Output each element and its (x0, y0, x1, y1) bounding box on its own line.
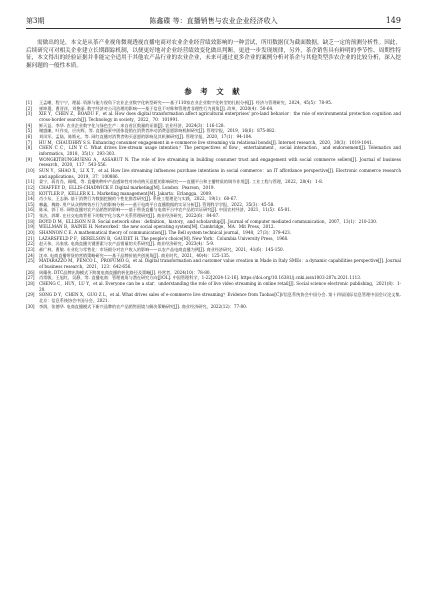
reference-text: 赵天伟，冯家欣. 电商直播关键要素与农产品销量的关系研究[J]. 商业经济研究，2023(4)：5-9. (39, 241, 215, 247)
reference-text: HU M，CHAUDHRY S S. Enhancing consumer engagement in e-commerce live streaming via relational bonds[J]. Internet research，2020，30(3)：1019-1041. (39, 139, 374, 145)
reference-number: [6] (26, 133, 32, 139)
header-divider (26, 28, 401, 29)
reference-number: [20] (26, 230, 35, 236)
reference-number: [9] (26, 156, 32, 162)
reference-item (26, 304, 401, 310)
reference-text: 崔坤璟，曹晋祥，刘艳丽. 数字经济对公司治理的影响——基于信息不对称和管理者非理性行为视角[J]. 改革，2020(4)：50-64. (39, 105, 274, 111)
reference-number: [29] (26, 292, 35, 298)
reference-text: WONGKITRUNGRUENG A，ASSARUT N. The role of live streaming in building consumer trust and engagement with social commerce sellers[J]. Journal of business research，2020，117：543-556. (39, 156, 401, 168)
reference-text: WELLMAN B，RAINIE H. Networked：the new social operating system[M]. Cambridge，MA：Mit Press，2012. (39, 224, 275, 230)
reference-number: [1] (26, 100, 32, 105)
conclusion-section (26, 40, 401, 71)
reference-text: 棘鑫，梅路. 用户从众购物效应行为的影响分析——基于电商平台直播数据的实证分析[J]. 管理科学学报，2022，35(3)：45-58. (39, 201, 275, 207)
reference-number: [28] (26, 281, 35, 286)
reference-number: [16] (26, 207, 35, 213)
references-heading: 参 考 文 献 (184, 87, 243, 96)
reference-item (26, 292, 401, 303)
reference-number: [13] (26, 190, 35, 196)
reference-text: 姜宁，蒋肖肖，顾晴，等. 直播购物中产品感知性对冲动购买意愿的影响研究——直播平台和主播特质的调节作用[J]. 工业工程与管理，2022，28(4)：1-8. (39, 179, 324, 185)
reference-number: [12] (26, 184, 35, 190)
reference-item (26, 111, 401, 122)
reference-text: 李润，张德华. 电商直播模式下新兴品牌的农产品销售困境与解决策略研究[J]. 商业经济研究，2022(12)：77-80. (39, 303, 248, 309)
reference-number: [7] (26, 139, 32, 145)
reference-text: SUN Y，SHAO X，LI X T，et al. How live streaming influences purchase intentions in social commerce：an IT affordance perspective[J]. Electronic commerce research and applications，2019，37：100886. (39, 167, 401, 179)
reference-text: 谢盛廉，叶作亮，应庆辉，等. 直播场景中团体促销在消费者冲动消费意愿影响机制研究[J]. 管理学报，2019，16(6)：875-882. (39, 128, 276, 134)
reference-number: [26] (26, 269, 35, 275)
reference-number: [4] (26, 122, 32, 128)
reference-number: [19] (26, 224, 35, 230)
reference-number: [17] (26, 213, 35, 219)
reference-text: MATARAZZO M，PENCO L，PROFUMO G，et al. Digital transformation and customer value creation in Made in Italy SMEs：a dynamic capabilities perspective[J]. Journal of business research，2021，123：642-656. (39, 258, 401, 270)
reference-number: [5] (26, 128, 32, 134)
reference-text: 张洁，郭斯. 在社交电商背景下的数字化与客户关系管理研究[J]. 商业经济研究，2022(6)：84-87. (39, 213, 220, 219)
reference-text: XIE Y，CHEN Z，BOADU F，et al. How does digital transformation affect agricultural enterprises' pro-land behavior：the role of environmental protection cognition and cross-border search[J]. Technology in society，2022，70：101991. (39, 111, 401, 122)
reference-item (26, 157, 401, 168)
reference-item (26, 258, 401, 269)
reference-text: 肖常敏，王旭红，吴静，等. 直播电商：管理视角与潜在研究方向[J/OL]. 中国管理科学，1-22[2024-12-16]. https://doi.org/10.16381/j.cnki.issn1003-207x.2021.1113. (39, 275, 362, 281)
reference-text: 刘凤军，孟陆，陈斯允，等. 网红直播对消费者购买意愿的影响及其机制研究[J]. 管理学报，2020，17(1)：94-104. (39, 133, 253, 139)
reference-number: [15] (26, 201, 35, 207)
reference-text: BOYD D M，ELLISON N B. Social network sites：definition，history，and scholarship[J]. Journal of computer mediated communication，2007，13(1)：210-230. (39, 218, 378, 224)
running-title: 陈鑫碟 等：直播销售与农业企业经济收入 (149, 17, 278, 25)
reference-text: SHANNON C E. A mathematical theory of communication[J]. The Bell system technical journal，1948，27(3)：379-423. (39, 230, 292, 236)
reference-number: [14] (26, 196, 35, 202)
reference-number: [18] (26, 218, 35, 224)
issue-label: 第3期 (26, 17, 45, 25)
reference-text: LAZARSFELD P F，BERELSON B，GAUDET H. The people's choice[M]. New York：Columbia University Press，1968. (39, 235, 289, 241)
reference-number: [23] (26, 247, 35, 253)
reference-number: [22] (26, 241, 35, 247)
reference-number: [27] (26, 275, 35, 281)
reference-number: [30] (26, 303, 35, 309)
reference-item (26, 145, 401, 156)
reference-number: [21] (26, 235, 35, 241)
reference-text: 郝广林，曹敏. 专业化与零售化：市场细分对农户收入的影响——以农产品电商直播为例[J]. 商业经济研究，2021，41(6)：145-150. (39, 247, 284, 253)
reference-item (26, 281, 401, 292)
page-number: 149 (385, 16, 401, 25)
reference-number: [10] (26, 167, 35, 173)
reference-text: SONG D Y，CHEN X，GUO Z L，et al. What drives sales of e-commerce live streaming？Evidence from Taobao[C]//信息系统协会中国分会. 第十四届国际信息管理中国会议论文集. 北京：信息系统协会中国分会，2021. (39, 292, 401, 303)
reference-number: [3] (26, 111, 32, 117)
reference-number: [24] (26, 252, 35, 258)
reference-text: 沈卓. 电商直播带货的营销策略研究——基于品牌价值共创视角[J]. 商业时代，2021，40(4)：125-135. (39, 252, 231, 258)
reference-text: 鲜天益，李华. 农业企业数字化与绿色生产：来自省区数量的证据[J]. 农业经济，2024(3)：116-128. (39, 122, 225, 128)
reference-text: 陈承，郭丁旺. 网络直播对农产品销售的影响——基于带货直播与电商平台中农产品的实证研究[J]. 中国农村经济，2021，11(5)：65-81. (39, 207, 292, 213)
conclusion-paragraph: 需做出的是，本文是从茶产业视角微观透视直播电商对农业企业经营绩效影响的一种尝试，所用数据仅为截面数据，缺乏一定的预测分析性。因此，后续研究可对相关企业建立长期跟踪机制，以便更好地对企业经营绩效变化做出判断，更进一步发现规律，另外，茶企销售具有鲜明的季节性、周期性特征，本文得出的经验证据并非能完全适用于其他农产品行业的农业企业，未来可通过更多企业的案例分析对茶企与其他类型涉农企业的比较分析，深入挖掘问题的一般性本质。 (26, 40, 401, 70)
reference-text: 周耀侠. DTC品牌出海模式下跨境电商直播的转化路径及策略[J]. 经营者，2024(10)：78-80. (39, 269, 211, 275)
running-head (26, 15, 401, 27)
reference-item (26, 168, 401, 179)
reference-list (26, 100, 401, 309)
reference-text: KOTTLER P，KELLER K L. Marketing management[M]. Jakarta：Erlangga，2009. (39, 190, 213, 196)
reference-text: CHAFFEY D，ELLIS-CHADWICK F. Digital marketing[M]. London：Pearson，2019. (39, 184, 215, 190)
reference-number: [2] (26, 105, 32, 111)
reference-text: 肖小东，王志新. 基于消费行为数据挖掘的个性化推荐研究[J]. 系统工程理论与实践，2022，19(1)：60-67. (39, 196, 238, 202)
reference-text: CHENG C，HUY，LU Y，et al. Everyone can be a star：understanding the role of live video streaming in online retail[J]. Social science electronic publishing，2021(8)：1-20. (39, 281, 401, 292)
reference-text: CHEN C C，LIN Y C. What drives live-stream usage intention？The perspectives of flow，entertainment，social interaction，and endorsement[J]. Telematics and informatics，2018，35(1)：293-303. (39, 145, 401, 156)
reference-text: 王孟晰，程宁宁，理磊. 资源与能力视角下农业企业数字化转型研究——基于110家农业企业数字化转型的扎根分析[J]. 经济与管理研究，2024，45(5)：78-95. (39, 100, 333, 105)
reference-number: [8] (26, 145, 32, 151)
reference-number: [25] (26, 258, 35, 264)
reference-number: [11] (26, 179, 35, 185)
